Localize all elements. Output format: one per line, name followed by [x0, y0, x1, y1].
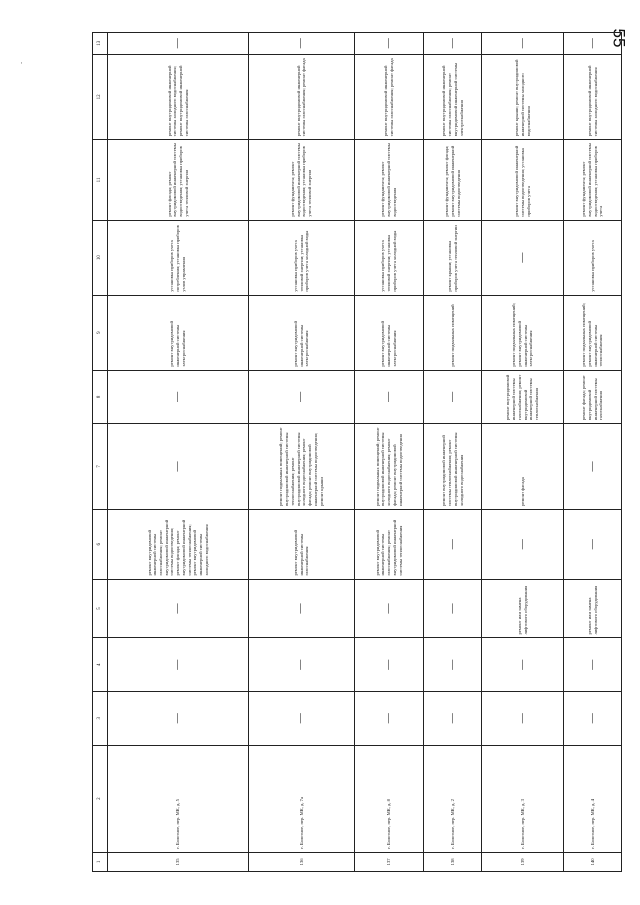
table-cell-c10: установка приборов учета тепловой энергии; установка приборов учета холодной воды	[249, 220, 354, 295]
table-cell-c13: —	[424, 33, 482, 55]
table-cell-c12: ремонт внутридомовой инженерной системы холодного водоснабжения; ремонт внутридомовой инженерной системы газоснабжения	[108, 54, 249, 140]
table-cell-addr: г. Болотное, пер. МК, д. 5	[108, 745, 249, 852]
table-cell-c3: —	[564, 692, 622, 746]
table-cell-addr: г. Болотное, пер. МК, д. 7а	[249, 745, 354, 852]
table-cell-c12: ремонт внутридомовой инженерной системы холодного водоснабжения	[564, 54, 622, 140]
table-cell-c8: ремонт внутридомовой инженерной системы газоснабжения; ремонт внутридомовой инженерной системы теплоснабжения	[482, 370, 564, 424]
table-cell-c3: —	[354, 692, 424, 746]
table-cell-c5: ремонт или замена лифтового оборудования	[564, 579, 622, 638]
table-cell-c4: —	[249, 638, 354, 692]
table-cell-c13: —	[354, 33, 424, 55]
table-cell-c9: ремонт подвальных помещений	[424, 295, 482, 370]
table-cell-c4: —	[354, 638, 424, 692]
table-cell-c7: —	[108, 424, 249, 510]
table-cell-num: 138	[424, 852, 482, 871]
table-cell-c13: —	[564, 33, 622, 55]
table-cell-c8: —	[354, 370, 424, 424]
table-cell-c12: ремонт внутридомовой инженерной системы газоснабжения; ремонт фасада	[249, 54, 354, 140]
table-cell-addr: г. Болотное, пер. МК, д. 8	[354, 745, 424, 852]
col-header: 8	[93, 370, 108, 424]
table-cell-c7: ремонт внутридомовой инженерной системы теплоснабжения; ремонт внутридомовой инженерной системы холодного водоснабжения	[424, 424, 482, 510]
table-cell-c5: —	[424, 579, 482, 638]
table-cell-c11: ремонт фундамента; ремонт фасада; ремонт внутридомовой инженерной системы водоотведения	[424, 140, 482, 220]
col-header: 4	[93, 638, 108, 692]
repair-schedule-table	[92, 32, 622, 872]
table-cell-c6: ремонт внутридомовой инженерной системы газоснабжения; ремонт внутридомовой инженерной системы водоотведения; ремонт фасада; ремонт внутридомовой инженерной системы теплоснабжения; ремонт внутридомовой инженерной системы холодного водоснабжения	[108, 509, 249, 579]
table-cell-c6: ремонт внутридомовой инженерной системы газоснабжения	[249, 509, 354, 579]
table-cell-c9: ремонт подвальных помещений; ремонт внутридомовой инженерной системы электроснабжения	[482, 295, 564, 370]
table-cell-c6: —	[564, 509, 622, 579]
page-number: 55	[609, 28, 629, 48]
table-cell-addr: г. Болотное, пер. МК, д. 4	[564, 745, 622, 852]
table-cell-c9: ремонт внутридомовой инженерной системы электроснабжения	[108, 295, 249, 370]
table-cell-c6: —	[482, 509, 564, 579]
table-cell-c5: —	[354, 579, 424, 638]
table-cell-c7: ремонт подвальных помещений; ремонт внутридомовой инженерной системы теплоснабжения; ремонт внутридомовой инженерной системы холодного водоснабжения; ремонт фасада; ремонт внутридомовой инженерной системы водоотведения; ремонт крыши	[249, 424, 354, 510]
table-cell-addr: г. Болотное, пер. МК, д. 2	[424, 745, 482, 852]
table-cell-c7: ремонт фасада	[482, 424, 564, 510]
table-cell-c3: —	[424, 692, 482, 746]
col-header: 9	[93, 295, 108, 370]
table-cell-c10: установка приборов учета тепловой энергии; установка приборов учета холодной воды	[354, 220, 424, 295]
col-header: 1	[93, 852, 108, 871]
table-cell-c11: ремонт фундамента; ремонт внутридомовой инженерной системы водоотведения; установка приборов учета тепловой энергии	[249, 140, 354, 220]
table-cell-c5: —	[249, 579, 354, 638]
rotated-table-area	[92, 32, 622, 872]
table-cell-c4: —	[424, 638, 482, 692]
col-header: 11	[93, 140, 108, 220]
table-cell-c11: ремонт фундамента; ремонт внутридомовой инженерной системы водоотведения; установка приборов учета	[564, 140, 622, 220]
table-cell-num: 140	[564, 852, 622, 871]
table-cell-c8: —	[249, 370, 354, 424]
table-cell-c4: —	[482, 638, 564, 692]
col-header: 6	[93, 509, 108, 579]
table-row	[108, 33, 249, 872]
table-cell-c13: —	[108, 33, 249, 55]
table-cell-c8: —	[108, 370, 249, 424]
table-row	[564, 33, 622, 872]
table-cell-c5: ремонт или замена лифтового оборудования	[482, 579, 564, 638]
col-header: 3	[93, 692, 108, 746]
col-header: 12	[93, 54, 108, 140]
table-cell-c6: —	[424, 509, 482, 579]
table-cell-c3: —	[482, 692, 564, 746]
table-cell-c10: установка приборов учета потребления; установка приборов узлов управления	[108, 220, 249, 295]
col-header: 7	[93, 424, 108, 510]
table-cell-num: 137	[354, 852, 424, 871]
table-cell-addr: г. Болотное, пер. МК, д. 3	[482, 745, 564, 852]
table-cell-c12: ремонт внутридомовой инженерной системы газоснабжения; ремонт фасада	[354, 54, 424, 140]
table-cell-c9: ремонт внутридомовой инженерной системы электроснабжения	[249, 295, 354, 370]
col-header: 2	[93, 745, 108, 852]
table-cell-c4: —	[564, 638, 622, 692]
table-cell-c9: ремонт внутридомовой инженерной системы электроснабжения	[354, 295, 424, 370]
table-cell-c11: ремонт фасада; ремонт внутридомовой инженерной системы водоотведения; установка приборов учета тепловой энергии	[108, 140, 249, 220]
table-cell-c10: —	[482, 220, 564, 295]
table-cell-c10: ремонт крыши; установка приборов учета тепловой энергии	[424, 220, 482, 295]
table-cell-c9: ремонт подвальных помещений; ремонт внутридомовой инженерной системы теплоснабжения	[564, 295, 622, 370]
table-cell-c6: ремонт внутридомовой инженерной системы газоснабжения; ремонт внутридомовой инженерной системы теплоснабжения	[354, 509, 424, 579]
table-cell-num: 139	[482, 852, 564, 871]
table-cell-c3: —	[249, 692, 354, 746]
table-cell-num: 136	[249, 852, 354, 871]
table-cell-c8: ремонт фасада; ремонт внутридомовой инженерной системы газоснабжения	[564, 370, 622, 424]
table-cell-c13: —	[482, 33, 564, 55]
table-row	[249, 33, 354, 872]
header-row	[93, 33, 108, 872]
table-cell-c12: ремонт внутридомовой инженерной системы газоснабжения; ремонт внутридомовой инженерной системы электроснабжения	[424, 54, 482, 140]
table-cell-c11: ремонт внутридомовой инженерной системы водоотведения; установка приборов учета	[482, 140, 564, 220]
table-row	[424, 33, 482, 872]
col-header: 13	[93, 33, 108, 55]
table-row	[482, 33, 564, 872]
table-cell-c7: —	[564, 424, 622, 510]
col-header: 5	[93, 579, 108, 638]
col-header: 10	[93, 220, 108, 295]
table-row	[354, 33, 424, 872]
table-cell-c7: ремонт подвальных помещений; ремонт внутридомовой инженерной системы холодного водоснабжения; ремонт фасада; ремонт внутридомовой инженерной системы водоотведения	[354, 424, 424, 510]
table-cell-c8: —	[424, 370, 482, 424]
table-cell-c10: установка приборов учета	[564, 220, 622, 295]
table-cell-c11: ремонт фундамента; ремонт внутридомовой инженерной системы водоотведения	[354, 140, 424, 220]
table-cell-num: 135	[108, 852, 249, 871]
corner-mark: ·	[20, 58, 23, 68]
table-cell-c12: ремонт крыши; ремонт внутридомовой инженерной системы холодного водоснабжения	[482, 54, 564, 140]
table-cell-c4: —	[108, 638, 249, 692]
table-cell-c5: —	[108, 579, 249, 638]
table-cell-c3: —	[108, 692, 249, 746]
table-cell-c13: —	[249, 33, 354, 55]
